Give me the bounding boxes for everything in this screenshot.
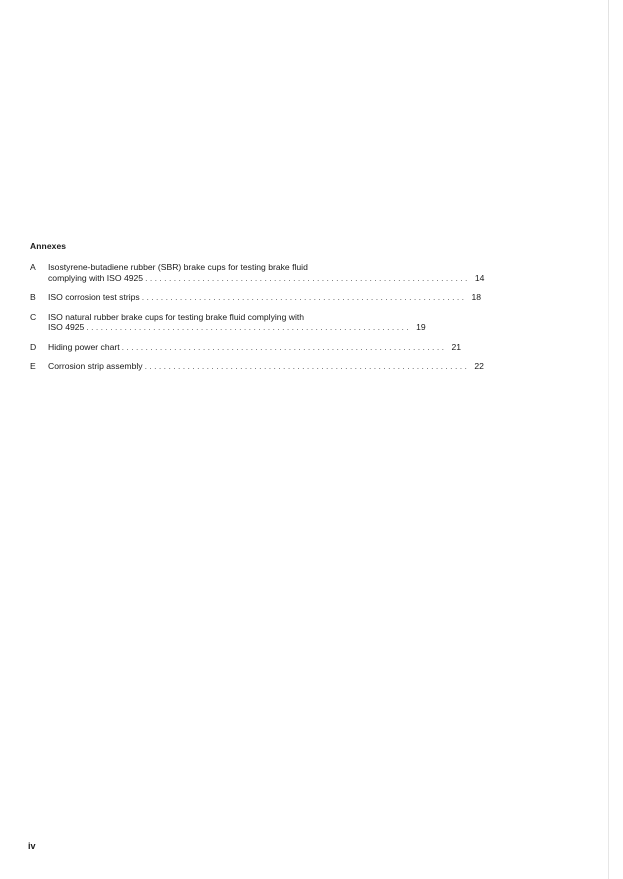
- annex-list: [30, 262, 485, 372]
- annex-letter: E: [30, 361, 36, 371]
- annex-entry-b[interactable]: [30, 292, 482, 303]
- annex-title: Hiding power chart: [48, 341, 120, 352]
- annexes-heading: Annexes: [30, 241, 67, 251]
- dot-leader: [122, 342, 444, 353]
- annex-entry-c[interactable]: [30, 311, 426, 333]
- annex-entry-e[interactable]: [30, 361, 484, 372]
- annex-letter: D: [30, 341, 37, 352]
- dot-leader: [145, 273, 467, 284]
- annex-entry-a[interactable]: [30, 262, 485, 283]
- annex-page-number: 14: [474, 272, 485, 283]
- annex-page-number: 22: [474, 361, 484, 371]
- page-number: iv: [28, 841, 36, 851]
- annex-page-number: 21: [451, 341, 461, 352]
- annex-title: Isostyrene-butadiene rubber (SBR) brake cups for testing brake fluid: [48, 262, 308, 272]
- annex-letter: C: [30, 311, 37, 322]
- dot-leader: [142, 292, 464, 303]
- annex-title: ISO corrosion test strips: [48, 292, 140, 302]
- annex-letter: B: [30, 292, 36, 302]
- dot-leader: [145, 361, 467, 372]
- annex-letter: A: [30, 262, 36, 272]
- annex-entry-d[interactable]: [30, 341, 461, 353]
- annex-title-continued: complying with ISO 4925: [48, 272, 144, 283]
- dot-leader: [86, 322, 408, 333]
- annex-title: ISO natural rubber brake cups for testing brake fluid complying with: [48, 311, 305, 322]
- annex-page-number: 19: [416, 322, 426, 332]
- scan-edge: [608, 0, 609, 879]
- annex-page-number: 18: [471, 292, 482, 302]
- annex-title: Corrosion strip assembly: [48, 361, 143, 371]
- annex-title-continued: ISO 4925: [48, 322, 85, 332]
